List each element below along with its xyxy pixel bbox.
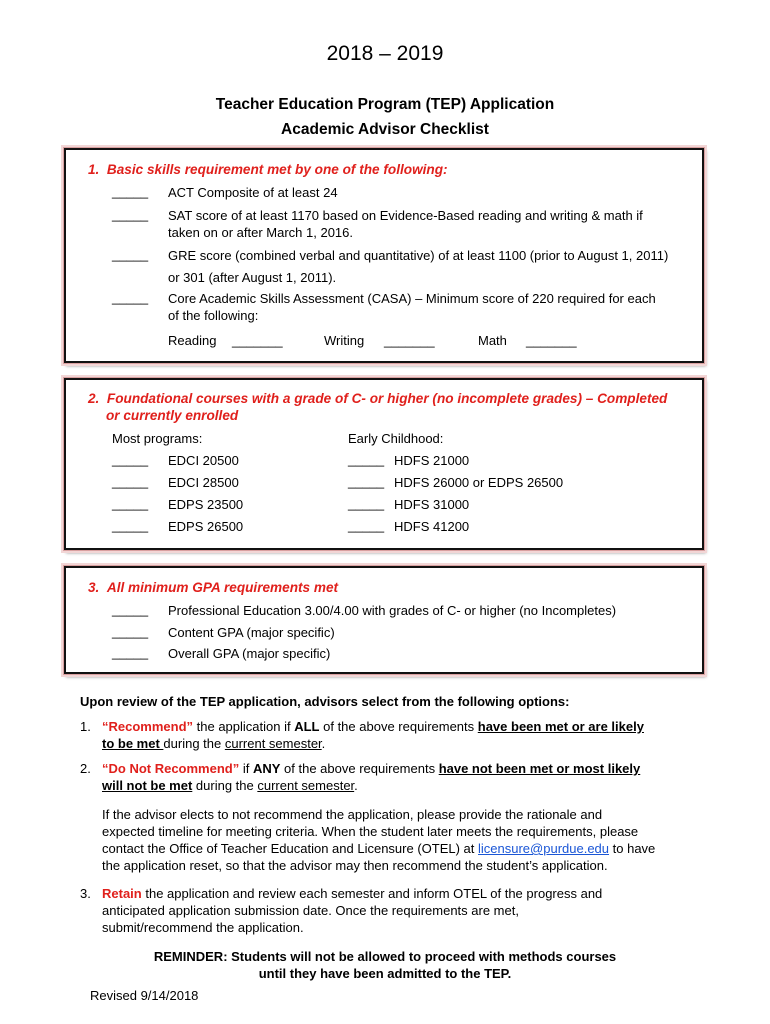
- course-item: HDFS 31000: [394, 497, 470, 512]
- section-2-box: [64, 378, 704, 550]
- option-1-text: “Recommend” the application if ALL of the above requirements have been met or are likely to be met during the current semester.: [102, 719, 644, 751]
- checkbox-blank[interactable]: _____: [112, 624, 149, 639]
- checkbox-blank[interactable]: _____: [112, 496, 149, 511]
- title-line-1: Teacher Education Program (TEP) Application: [215, 96, 555, 113]
- option-3-number: 3.: [80, 886, 91, 901]
- checkbox-blank[interactable]: _____: [112, 645, 149, 660]
- revised-date: Revised 9/14/2018: [90, 988, 199, 1003]
- course-item: EDCI 28500: [168, 475, 239, 490]
- course-item: HDFS 26000 or EDPS 26500: [394, 475, 564, 490]
- reminder: REMINDER: Students will not be allowed to proceed with methods courses until they have been admitted to the TEP.: [153, 949, 617, 981]
- checkbox-blank[interactable]: _____: [112, 247, 149, 262]
- not-recommend-paragraph: If the advisor elects to not recommend the application, please provide the rationale and expected timeline for meeting criteria. When the student later meets the requirements, please contact the Office of Teacher Education and Licensure (OTEL) at licensure@purdue.edu to have the application reset, so that the advisor may then recommend the student’s application.: [102, 807, 656, 873]
- course-item: HDFS 21000: [394, 453, 470, 468]
- section-2-heading: 2. Foundational courses with a grade of C- or higher (no incomplete grades) – Completed or currently enrolled: [88, 391, 668, 423]
- option-3-text: Retain the application and review each semester and inform OTEL of the progress and anticipated application submission date. Once the requirements are met, submit/recommend the application.: [102, 886, 603, 935]
- option-2-text: “Do Not Recommend” if ANY of the above requirements have not been met or most likely will not be met during the current semester.: [102, 761, 641, 793]
- most-programs-label: Most programs:: [112, 431, 203, 446]
- course-item: HDFS 41200: [394, 519, 470, 534]
- checkbox-blank[interactable]: _____: [112, 290, 149, 305]
- gpa-item: Professional Education 3.00/4.00 with grades of C- or higher (no Incompletes): [168, 603, 617, 618]
- title-line-2: Academic Advisor Checklist: [281, 121, 489, 138]
- option-1-number: 1.: [80, 719, 91, 734]
- writing-blank[interactable]: _______: [384, 333, 435, 348]
- gpa-item: Content GPA (major specific): [168, 625, 335, 640]
- checkbox-blank[interactable]: _____: [348, 452, 385, 467]
- reading-label: Reading: [168, 333, 217, 348]
- option-2-number: 2.: [80, 761, 91, 776]
- checkbox-blank[interactable]: _____: [348, 518, 385, 533]
- checkbox-blank[interactable]: _____: [348, 496, 385, 511]
- section-1-box: [64, 148, 704, 363]
- reading-blank[interactable]: _______: [232, 333, 283, 348]
- math-label: Math: [478, 333, 507, 348]
- year-heading: 2018 – 2019: [326, 42, 444, 65]
- gre-item-cont: or 301 (after August 1, 2011).: [168, 270, 337, 285]
- course-item: EDPS 23500: [168, 497, 244, 512]
- act-item: ACT Composite of at least 24: [168, 185, 338, 200]
- section-3-box: [64, 566, 704, 674]
- writing-label: Writing: [324, 333, 365, 348]
- course-item: EDPS 26500: [168, 519, 244, 534]
- casa-item: Core Academic Skills Assessment (CASA) – Minimum score of 220 required for each: [168, 291, 656, 306]
- options-intro: Upon review of the TEP application, advisors select from the following options:: [80, 694, 570, 709]
- casa-item-cont: of the following:: [168, 308, 259, 323]
- section-1-heading: 1. Basic skills requirement met by one of the following:: [88, 162, 448, 177]
- checkbox-blank[interactable]: _____: [112, 184, 149, 199]
- section-3-heading: 3. All minimum GPA requirements met: [88, 580, 339, 595]
- course-item: EDCI 20500: [168, 453, 239, 468]
- checkbox-blank[interactable]: _____: [112, 474, 149, 489]
- checkbox-blank[interactable]: _____: [348, 474, 385, 489]
- email-link[interactable]: licensure@purdue.edu: [478, 841, 610, 856]
- checkbox-blank[interactable]: _____: [112, 452, 149, 467]
- early-childhood-label: Early Childhood:: [348, 431, 444, 446]
- math-blank[interactable]: _______: [526, 333, 577, 348]
- sat-item-cont: taken on or after March 1, 2016.: [168, 225, 353, 240]
- checkbox-blank[interactable]: _____: [112, 518, 149, 533]
- gre-item: GRE score (combined verbal and quantitative) of at least 1100 (prior to August 1, 2011): [168, 248, 669, 263]
- checkbox-blank[interactable]: _____: [112, 207, 149, 222]
- checkbox-blank[interactable]: _____: [112, 602, 149, 617]
- sat-item: SAT score of at least 1170 based on Evidence-Based reading and writing & math if: [168, 208, 643, 223]
- gpa-item: Overall GPA (major specific): [168, 646, 331, 661]
